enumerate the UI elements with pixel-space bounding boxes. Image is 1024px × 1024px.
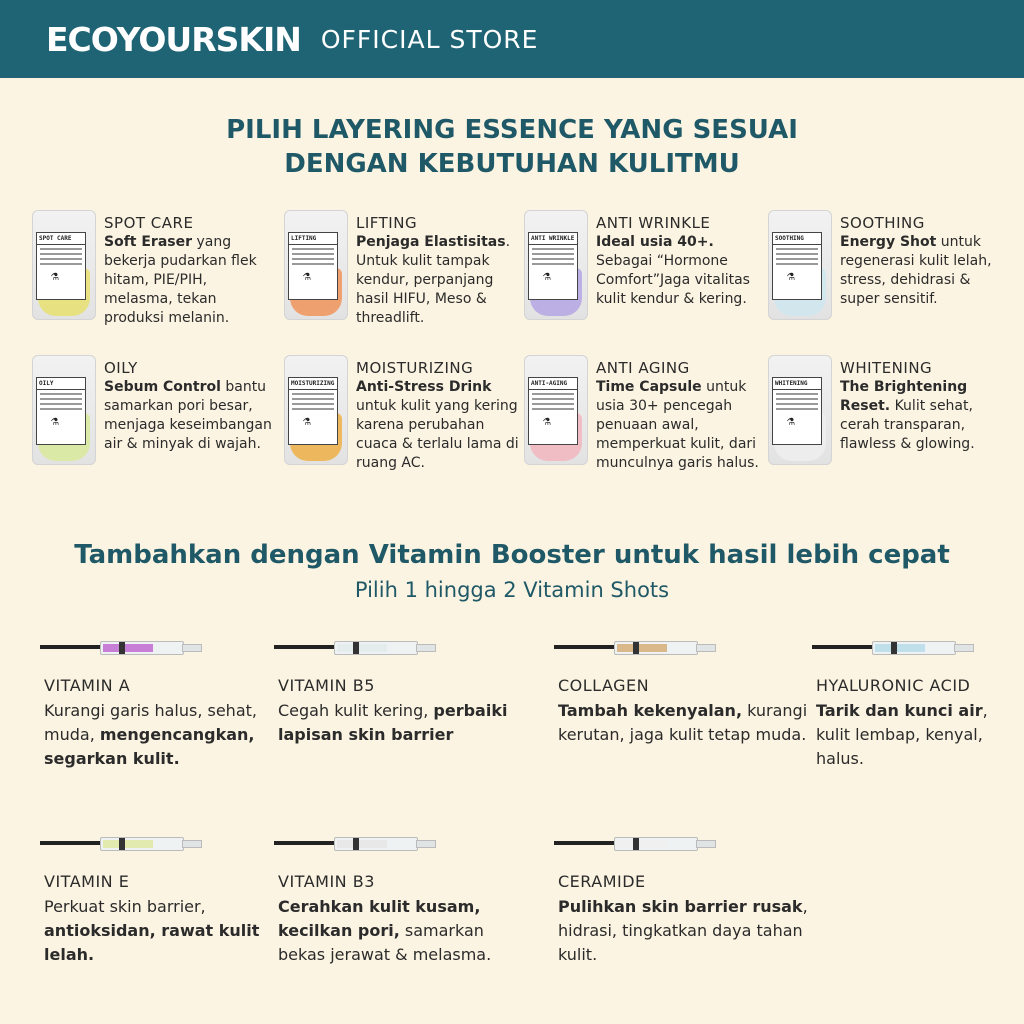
syringe-image [554,836,716,850]
vitamin-name: VITAMIN E [44,872,130,891]
essence-item [524,355,764,505]
vitamin-name: COLLAGEN [558,676,650,695]
vitamin-text: , kulit lembap, kenyal, halus. [816,701,988,768]
vitamin-name: VITAMIN B5 [278,676,375,695]
vitamin-description [278,699,528,747]
essence-category: OILY [104,359,138,377]
essence-item [768,355,1008,505]
syringe-image [274,836,436,850]
vitamin-highlight: Tarik dan kunci air [816,701,983,720]
vitamin-highlight: antioksidan, rawat kulit lelah. [44,921,260,964]
essence-description: untuk usia 30+ pencegah penuaan awal, memperkuat kulit, dari munculnya garis halus. [596,379,759,471]
flask-icon: ⚗ [543,414,551,429]
essence-item [768,210,1008,360]
flask-icon: ⚗ [787,269,795,284]
vitamin-text: , hidrasi, tingkatkan daya tahan kulit. [558,897,808,964]
essence-pouch-image [768,210,832,320]
vitamin-description [278,895,528,967]
flask-icon: ⚗ [787,414,795,429]
vitamin-text: samarkan bekas jerawat & melasma. [278,921,492,964]
vitamin-text: Perkuat skin barrier, [44,897,206,916]
pouch-label-text: OILY [37,378,85,390]
pouch-label-text: ANTI WRINKLE [529,233,577,245]
essence-category: MOISTURIZING [356,359,474,377]
vitamin-item [816,640,1016,771]
vitamin-description [558,699,808,747]
vitamin-name: VITAMIN B3 [278,872,375,891]
essence-highlight: Ideal usia 40+. [596,234,714,250]
essence-category: LIFTING [356,214,418,232]
syringe-image [274,640,436,654]
essence-description: untuk regenerasi kulit lelah, stress, dehidrasi & super sensitif. [840,234,992,307]
flask-icon: ⚗ [51,269,59,284]
vitamin-highlight: mengencangkan, segarkan kulit. [44,725,255,768]
pouch-label-text: ANTI-AGING [529,378,577,390]
vitamin-item [558,836,808,967]
vitamin-item [278,640,528,747]
flask-icon: ⚗ [303,414,311,429]
pouch-label-text: MOISTURIZING [289,378,337,390]
essence-pouch-image [32,355,96,465]
vitamin-section-subtitle: Pilih 1 hingga 2 Vitamin Shots [354,578,670,602]
store-label: OFFICIAL STORE [320,24,539,54]
flask-icon: ⚗ [51,414,59,429]
vitamin-description [44,699,294,771]
store-header [0,0,1024,78]
essence-pouch-image [524,355,588,465]
vitamin-description [558,895,808,967]
vitamin-item [44,640,294,771]
syringe-image [554,640,716,654]
essence-item [32,210,272,360]
vitamin-highlight: Tambah kekenyalan, [558,701,743,720]
essence-category: SPOT CARE [104,214,194,232]
pouch-label-text: WHITENING [773,378,821,390]
essence-category: ANTI WRINKLE [596,214,711,232]
vitamin-name: CERAMIDE [558,872,646,891]
essence-description: Kulit sehat, cerah transparan, flawless & glowing. [840,398,975,452]
essence-highlight: Soft Eraser [104,234,193,250]
essence-item [284,210,524,360]
vitamin-description [816,699,1016,771]
essence-highlight: Sebum Control [104,379,221,395]
vitamin-item [44,836,294,967]
vitamin-description [44,895,294,967]
essence-description: Sebagai “Hormone Comfort”Jaga vitalitas kulit kendur & kering. [596,253,750,307]
essence-highlight: The Brightening Reset. [840,379,968,414]
essence-pouch-image [768,355,832,465]
essence-category: WHITENING [840,359,933,377]
essence-highlight: Time Capsule [596,379,702,395]
vitamin-item [278,836,528,967]
syringe-image [812,640,974,654]
essence-description: . Untuk kulit tampak kendur, perpanjang hasil HIFU, Meso & threadlift. [356,234,511,326]
vitamin-highlight: perbaiki lapisan skin barrier [278,701,508,744]
vitamin-highlight: Cerahkan kulit kusam, kecilkan pori, [278,897,481,940]
essence-item [524,210,764,360]
vitamin-item [558,640,808,747]
brand-logo: ECOYOURSKIN [46,19,301,59]
vitamin-section-title: Tambahkan dengan Vitamin Booster untuk hasil lebih cepat [74,540,950,570]
pouch-label-text: SPOT CARE [37,233,85,245]
essence-item [32,355,272,505]
vitamin-name: HYALURONIC ACID [816,676,971,695]
essence-highlight: Energy Shot [840,234,937,250]
essence-pouch-image [524,210,588,320]
pouch-label-text: SOOTHING [773,233,821,245]
vitamin-text: Kurangi garis halus, sehat, muda, [44,701,257,744]
essence-description: untuk kulit yang kering karena perubahan cuaca & terlalu lama di ruang AC. [356,398,519,471]
flask-icon: ⚗ [303,269,311,284]
essence-description: yang bekerja pudarkan flek hitam, PIE/PIH, melasma, tekan produksi melanin. [104,234,257,326]
essence-category: SOOTHING [840,214,925,232]
essence-section-title: PILIH LAYERING ESSENCE YANG SESUAI DENGAN KEBUTUHAN KULITMU [226,115,798,179]
essence-category: ANTI AGING [596,359,690,377]
syringe-image [40,640,202,654]
essence-highlight: Anti-Stress Drink [356,379,492,395]
vitamin-text: Cegah kulit kering, [278,701,434,720]
vitamin-text: kurangi kerutan, jaga kulit tetap muda. [558,701,808,744]
essence-item [284,355,524,505]
vitamin-highlight: Pulihkan skin barrier rusak [558,897,803,916]
essence-highlight: Penjaga Elastisitas [356,234,506,250]
pouch-label-text: LIFTING [289,233,337,245]
essence-description: bantu samarkan pori besar, menjaga keseimbangan air & minyak di wajah. [104,379,272,452]
vitamin-name: VITAMIN A [44,676,131,695]
flask-icon: ⚗ [543,269,551,284]
essence-pouch-image [32,210,96,320]
essence-pouch-image [284,355,348,465]
essence-pouch-image [284,210,348,320]
syringe-image [40,836,202,850]
